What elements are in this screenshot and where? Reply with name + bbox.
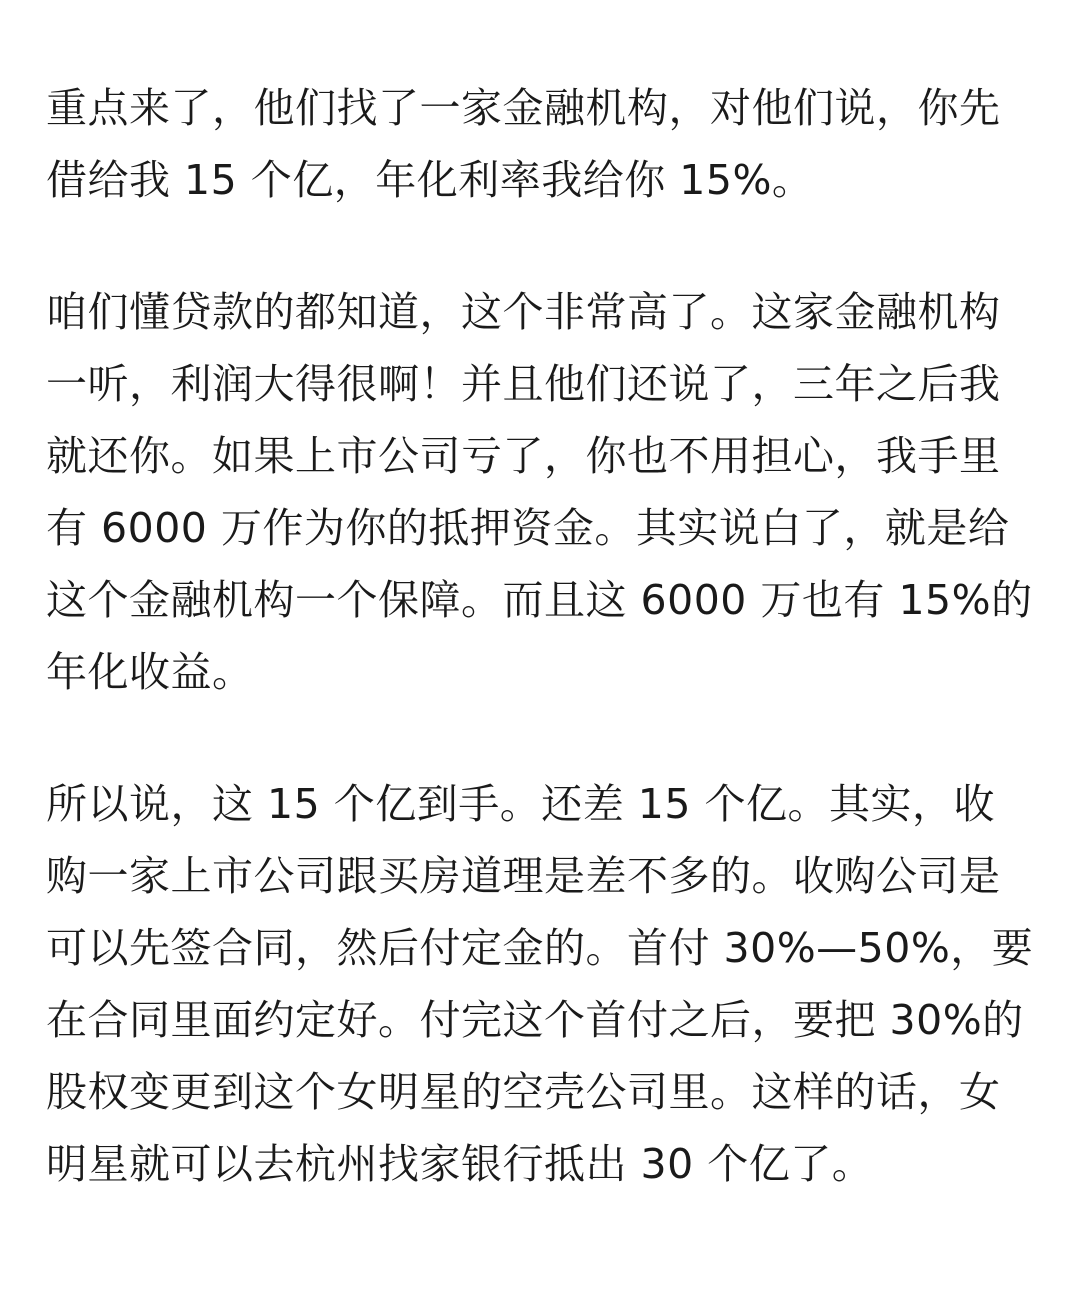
paragraph-1: 重点来了，他们找了一家金融机构，对他们说，你先借给我 15 个亿，年化利率我给你 15%。 [46, 84, 1001, 204]
paragraph-2: 咱们懂贷款的都知道，这个非常高了。这家金融机构一听，利润大得很啊！并且他们还说了，三年之后我就还你。如果上市公司亏了，你也不用担心，我手里有 6000 万作为你的抵押资金。其实说白了，就是给这个金融机构一个保障。而且这 6000 万也有 15%的年化收益。 [46, 288, 1033, 696]
paragraph-3: 所以说，这 15 个亿到手。还差 15 个亿。其实，收购一家上市公司跟买房道理是差不多的。收购公司是可以先签合同，然后付定金的。首付 30%—50%，要在合同里面约定好。付完这个首付之后，要把 30%的股权变更到这个女明星的空壳公司里。这样的话，女明星就可以去杭州找家银行抵出 30 个亿了。 [46, 780, 1034, 1188]
